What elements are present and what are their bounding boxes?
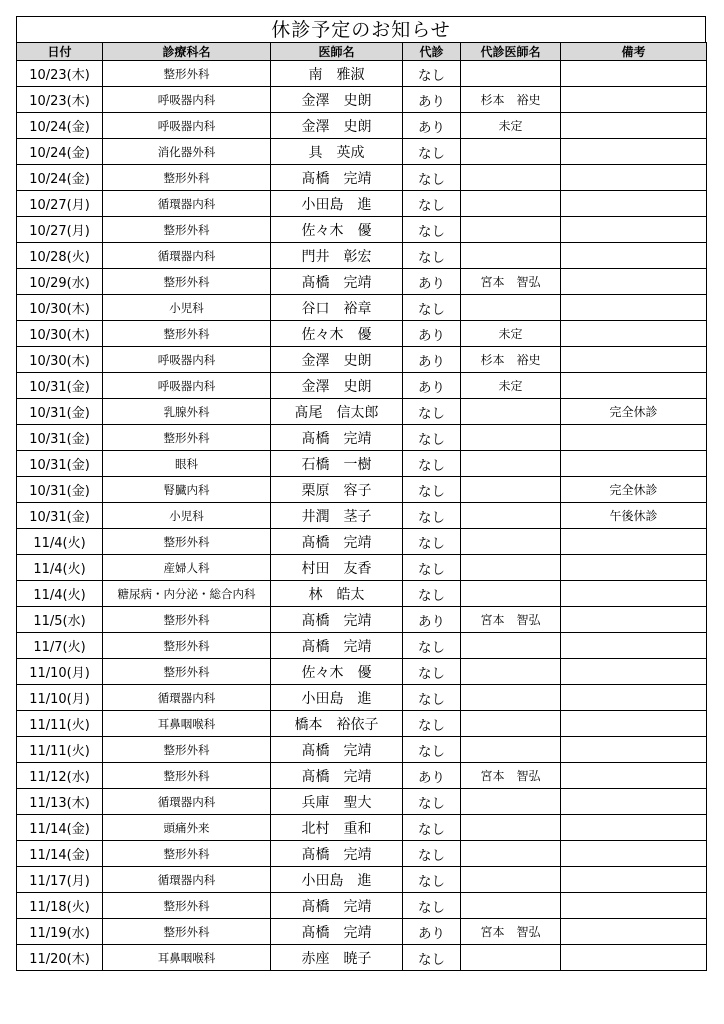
table-row	[17, 945, 707, 971]
substitute-cell: なし	[403, 893, 461, 919]
date-cell: 10/31(金)	[17, 451, 103, 477]
department-cell: 循環器内科	[103, 685, 271, 711]
date-cell: 11/18(火)	[17, 893, 103, 919]
doctor-cell: 村田 友香	[271, 555, 403, 581]
substitute-cell: なし	[403, 581, 461, 607]
date-cell: 10/31(金)	[17, 477, 103, 503]
date-cell: 11/14(金)	[17, 815, 103, 841]
table-body	[17, 61, 707, 971]
substitute-cell: なし	[403, 139, 461, 165]
date-cell: 10/27(月)	[17, 191, 103, 217]
department-cell: 消化器外科	[103, 139, 271, 165]
notes-cell	[561, 737, 707, 763]
substitute-cell: なし	[403, 425, 461, 451]
department-cell: 整形外科	[103, 165, 271, 191]
doctor-cell: 髙橋 完靖	[271, 841, 403, 867]
substitute-doctor-cell	[461, 217, 561, 243]
doctor-cell: 具 英成	[271, 139, 403, 165]
doctor-cell: 髙橋 完靖	[271, 737, 403, 763]
table-row	[17, 711, 707, 737]
substitute-cell: なし	[403, 633, 461, 659]
notes-cell	[561, 763, 707, 789]
notes-cell	[561, 607, 707, 633]
department-cell: 整形外科	[103, 659, 271, 685]
date-cell: 10/24(金)	[17, 113, 103, 139]
notes-cell	[561, 893, 707, 919]
date-cell: 10/24(金)	[17, 139, 103, 165]
doctor-cell: 髙橋 完靖	[271, 529, 403, 555]
department-cell: 整形外科	[103, 763, 271, 789]
date-cell: 10/23(木)	[17, 61, 103, 87]
substitute-doctor-cell	[461, 737, 561, 763]
table-row	[17, 347, 707, 373]
table-row	[17, 529, 707, 555]
notes-cell	[561, 529, 707, 555]
substitute-cell: なし	[403, 295, 461, 321]
substitute-cell: なし	[403, 815, 461, 841]
date-cell: 10/30(木)	[17, 347, 103, 373]
substitute-cell: なし	[403, 841, 461, 867]
notes-cell	[561, 217, 707, 243]
table-row	[17, 789, 707, 815]
doctor-cell: 金澤 史朗	[271, 113, 403, 139]
doctor-cell: 赤座 暁子	[271, 945, 403, 971]
table-row	[17, 841, 707, 867]
header-date: 日付	[17, 43, 103, 61]
notes-cell	[561, 581, 707, 607]
department-cell: 小児科	[103, 503, 271, 529]
date-cell: 10/28(火)	[17, 243, 103, 269]
date-cell: 11/10(月)	[17, 659, 103, 685]
header-doctor: 医師名	[271, 43, 403, 61]
doctor-cell: 栗原 容子	[271, 477, 403, 503]
doctor-cell: 谷口 裕章	[271, 295, 403, 321]
table-row	[17, 61, 707, 87]
department-cell: 整形外科	[103, 425, 271, 451]
department-cell: 循環器内科	[103, 789, 271, 815]
header-notes: 備考	[561, 43, 707, 61]
doctor-cell: 小田島 進	[271, 191, 403, 217]
date-cell: 11/11(火)	[17, 737, 103, 763]
header-substitute: 代診	[403, 43, 461, 61]
table-row	[17, 217, 707, 243]
substitute-cell: なし	[403, 659, 461, 685]
substitute-cell: なし	[403, 191, 461, 217]
doctor-cell: 髙橋 完靖	[271, 269, 403, 295]
substitute-cell: あり	[403, 113, 461, 139]
substitute-doctor-cell	[461, 555, 561, 581]
department-cell: 整形外科	[103, 217, 271, 243]
date-cell: 11/13(木)	[17, 789, 103, 815]
substitute-doctor-cell	[461, 191, 561, 217]
notes-cell	[561, 919, 707, 945]
substitute-cell: なし	[403, 61, 461, 87]
doctor-cell: 髙橋 完靖	[271, 165, 403, 191]
notes-cell	[561, 139, 707, 165]
table-row	[17, 165, 707, 191]
department-cell: 呼吸器内科	[103, 347, 271, 373]
department-cell: 乳腺外科	[103, 399, 271, 425]
notes-cell	[561, 373, 707, 399]
department-cell: 整形外科	[103, 321, 271, 347]
table-row	[17, 659, 707, 685]
notes-cell	[561, 425, 707, 451]
substitute-cell: なし	[403, 477, 461, 503]
substitute-doctor-cell	[461, 295, 561, 321]
notes-cell	[561, 321, 707, 347]
table-row	[17, 373, 707, 399]
table-row	[17, 191, 707, 217]
substitute-doctor-cell: 宮本 智弘	[461, 919, 561, 945]
substitute-cell: なし	[403, 867, 461, 893]
date-cell: 11/14(金)	[17, 841, 103, 867]
doctor-cell: 北村 重和	[271, 815, 403, 841]
substitute-doctor-cell	[461, 581, 561, 607]
table-row	[17, 737, 707, 763]
table-row	[17, 113, 707, 139]
notes-cell	[561, 867, 707, 893]
substitute-doctor-cell: 未定	[461, 373, 561, 399]
doctor-cell: 石橋 一樹	[271, 451, 403, 477]
notes-cell	[561, 451, 707, 477]
substitute-doctor-cell: 未定	[461, 321, 561, 347]
date-cell: 11/4(火)	[17, 581, 103, 607]
substitute-doctor-cell	[461, 685, 561, 711]
substitute-doctor-cell	[461, 841, 561, 867]
department-cell: 耳鼻咽喉科	[103, 945, 271, 971]
substitute-doctor-cell	[461, 789, 561, 815]
substitute-doctor-cell	[461, 815, 561, 841]
substitute-doctor-cell	[461, 893, 561, 919]
doctor-cell: 髙橋 完靖	[271, 425, 403, 451]
doctor-cell: 井潤 茎子	[271, 503, 403, 529]
substitute-doctor-cell	[461, 399, 561, 425]
date-cell: 10/24(金)	[17, 165, 103, 191]
substitute-cell: あり	[403, 919, 461, 945]
substitute-cell: なし	[403, 243, 461, 269]
table-row	[17, 893, 707, 919]
table-row	[17, 269, 707, 295]
department-cell: 循環器内科	[103, 867, 271, 893]
doctor-cell: 髙橋 完靖	[271, 763, 403, 789]
table-row	[17, 451, 707, 477]
doctor-cell: 金澤 史朗	[271, 373, 403, 399]
table-row	[17, 503, 707, 529]
notes-cell: 午後休診	[561, 503, 707, 529]
doctor-cell: 金澤 史朗	[271, 347, 403, 373]
date-cell: 11/12(水)	[17, 763, 103, 789]
department-cell: 整形外科	[103, 61, 271, 87]
substitute-cell: なし	[403, 555, 461, 581]
doctor-cell: 小田島 進	[271, 867, 403, 893]
substitute-cell: あり	[403, 321, 461, 347]
notes-cell	[561, 295, 707, 321]
substitute-doctor-cell: 宮本 智弘	[461, 269, 561, 295]
department-cell: 整形外科	[103, 607, 271, 633]
substitute-doctor-cell	[461, 711, 561, 737]
notes-cell	[561, 841, 707, 867]
notes-cell	[561, 87, 707, 113]
doctor-cell: 橋本 裕依子	[271, 711, 403, 737]
notes-cell	[561, 945, 707, 971]
department-cell: 小児科	[103, 295, 271, 321]
substitute-cell: あり	[403, 87, 461, 113]
table-row	[17, 763, 707, 789]
substitute-doctor-cell: 宮本 智弘	[461, 763, 561, 789]
header-department: 診療科名	[103, 43, 271, 61]
substitute-doctor-cell: 杉本 裕史	[461, 347, 561, 373]
substitute-cell: なし	[403, 451, 461, 477]
department-cell: 整形外科	[103, 841, 271, 867]
doctor-cell: 兵庫 聖大	[271, 789, 403, 815]
table-row	[17, 295, 707, 321]
date-cell: 10/23(木)	[17, 87, 103, 113]
substitute-cell: なし	[403, 945, 461, 971]
substitute-cell: なし	[403, 217, 461, 243]
substitute-cell: あり	[403, 347, 461, 373]
substitute-doctor-cell	[461, 451, 561, 477]
doctor-cell: 佐々木 優	[271, 217, 403, 243]
substitute-doctor-cell	[461, 61, 561, 87]
substitute-doctor-cell	[461, 945, 561, 971]
substitute-cell: あり	[403, 607, 461, 633]
notes-cell	[561, 165, 707, 191]
department-cell: 産婦人科	[103, 555, 271, 581]
doctor-cell: 小田島 進	[271, 685, 403, 711]
substitute-doctor-cell	[461, 243, 561, 269]
substitute-doctor-cell: 未定	[461, 113, 561, 139]
notes-cell	[561, 113, 707, 139]
notes-cell	[561, 685, 707, 711]
substitute-doctor-cell	[461, 425, 561, 451]
department-cell: 整形外科	[103, 737, 271, 763]
notes-cell	[561, 659, 707, 685]
department-cell: 整形外科	[103, 633, 271, 659]
substitute-doctor-cell: 宮本 智弘	[461, 607, 561, 633]
header-substitute-doctor: 代診医師名	[461, 43, 561, 61]
notes-cell	[561, 269, 707, 295]
doctor-cell: 髙尾 信太郎	[271, 399, 403, 425]
date-cell: 10/31(金)	[17, 503, 103, 529]
table-row	[17, 607, 707, 633]
substitute-doctor-cell	[461, 477, 561, 503]
doctor-cell: 金澤 史朗	[271, 87, 403, 113]
date-cell: 11/10(月)	[17, 685, 103, 711]
date-cell: 11/11(火)	[17, 711, 103, 737]
department-cell: 呼吸器内科	[103, 373, 271, 399]
substitute-doctor-cell	[461, 659, 561, 685]
table-row	[17, 633, 707, 659]
department-cell: 循環器内科	[103, 243, 271, 269]
date-cell: 10/31(金)	[17, 425, 103, 451]
table-row	[17, 477, 707, 503]
department-cell: 整形外科	[103, 919, 271, 945]
department-cell: 整形外科	[103, 529, 271, 555]
substitute-doctor-cell	[461, 529, 561, 555]
schedule-sheet	[16, 16, 706, 971]
department-cell: 整形外科	[103, 269, 271, 295]
doctor-cell: 佐々木 優	[271, 321, 403, 347]
date-cell: 11/7(火)	[17, 633, 103, 659]
notes-cell	[561, 815, 707, 841]
date-cell: 11/5(水)	[17, 607, 103, 633]
table-row	[17, 321, 707, 347]
table-row	[17, 243, 707, 269]
table-row	[17, 139, 707, 165]
table-row	[17, 87, 707, 113]
department-cell: 腎臓内科	[103, 477, 271, 503]
substitute-doctor-cell	[461, 503, 561, 529]
date-cell: 11/4(火)	[17, 529, 103, 555]
department-cell: 呼吸器内科	[103, 87, 271, 113]
department-cell: 眼科	[103, 451, 271, 477]
substitute-cell: なし	[403, 711, 461, 737]
table-row	[17, 399, 707, 425]
department-cell: 糖尿病・内分泌・総合内科	[103, 581, 271, 607]
department-cell: 循環器内科	[103, 191, 271, 217]
date-cell: 11/4(火)	[17, 555, 103, 581]
notes-cell	[561, 61, 707, 87]
table-row	[17, 685, 707, 711]
substitute-doctor-cell	[461, 867, 561, 893]
notes-cell	[561, 191, 707, 217]
date-cell: 11/17(月)	[17, 867, 103, 893]
substitute-cell: なし	[403, 529, 461, 555]
substitute-cell: なし	[403, 737, 461, 763]
doctor-cell: 髙橋 完靖	[271, 607, 403, 633]
substitute-doctor-cell	[461, 139, 561, 165]
notes-cell	[561, 789, 707, 815]
table-row	[17, 867, 707, 893]
substitute-cell: なし	[403, 685, 461, 711]
date-cell: 11/19(水)	[17, 919, 103, 945]
notes-cell	[561, 633, 707, 659]
date-cell: 10/29(水)	[17, 269, 103, 295]
date-cell: 10/30(木)	[17, 321, 103, 347]
department-cell: 呼吸器内科	[103, 113, 271, 139]
table-row	[17, 555, 707, 581]
page-title: 休診予定のお知らせ	[16, 16, 706, 42]
notes-cell	[561, 347, 707, 373]
table-row	[17, 581, 707, 607]
doctor-cell: 佐々木 優	[271, 659, 403, 685]
department-cell: 整形外科	[103, 893, 271, 919]
doctor-cell: 門井 彰宏	[271, 243, 403, 269]
table-row	[17, 919, 707, 945]
doctor-cell: 林 皓太	[271, 581, 403, 607]
date-cell: 10/30(木)	[17, 295, 103, 321]
substitute-cell: なし	[403, 789, 461, 815]
doctor-cell: 髙橋 完靖	[271, 919, 403, 945]
notes-cell: 完全休診	[561, 399, 707, 425]
notes-cell	[561, 711, 707, 737]
notes-cell	[561, 243, 707, 269]
doctor-cell: 南 雅淑	[271, 61, 403, 87]
substitute-cell: あり	[403, 763, 461, 789]
notes-cell: 完全休診	[561, 477, 707, 503]
notes-cell	[561, 555, 707, 581]
substitute-doctor-cell: 杉本 裕史	[461, 87, 561, 113]
date-cell: 10/31(金)	[17, 373, 103, 399]
department-cell: 耳鼻咽喉科	[103, 711, 271, 737]
substitute-cell: なし	[403, 165, 461, 191]
date-cell: 10/31(金)	[17, 399, 103, 425]
substitute-doctor-cell	[461, 165, 561, 191]
substitute-doctor-cell	[461, 633, 561, 659]
substitute-cell: なし	[403, 503, 461, 529]
date-cell: 11/20(木)	[17, 945, 103, 971]
substitute-cell: あり	[403, 373, 461, 399]
date-cell: 10/27(月)	[17, 217, 103, 243]
header-row	[17, 43, 707, 61]
closure-table	[16, 42, 707, 971]
substitute-cell: あり	[403, 269, 461, 295]
table-row	[17, 425, 707, 451]
doctor-cell: 髙橋 完靖	[271, 633, 403, 659]
department-cell: 頭痛外来	[103, 815, 271, 841]
doctor-cell: 髙橋 完靖	[271, 893, 403, 919]
substitute-cell: なし	[403, 399, 461, 425]
table-row	[17, 815, 707, 841]
